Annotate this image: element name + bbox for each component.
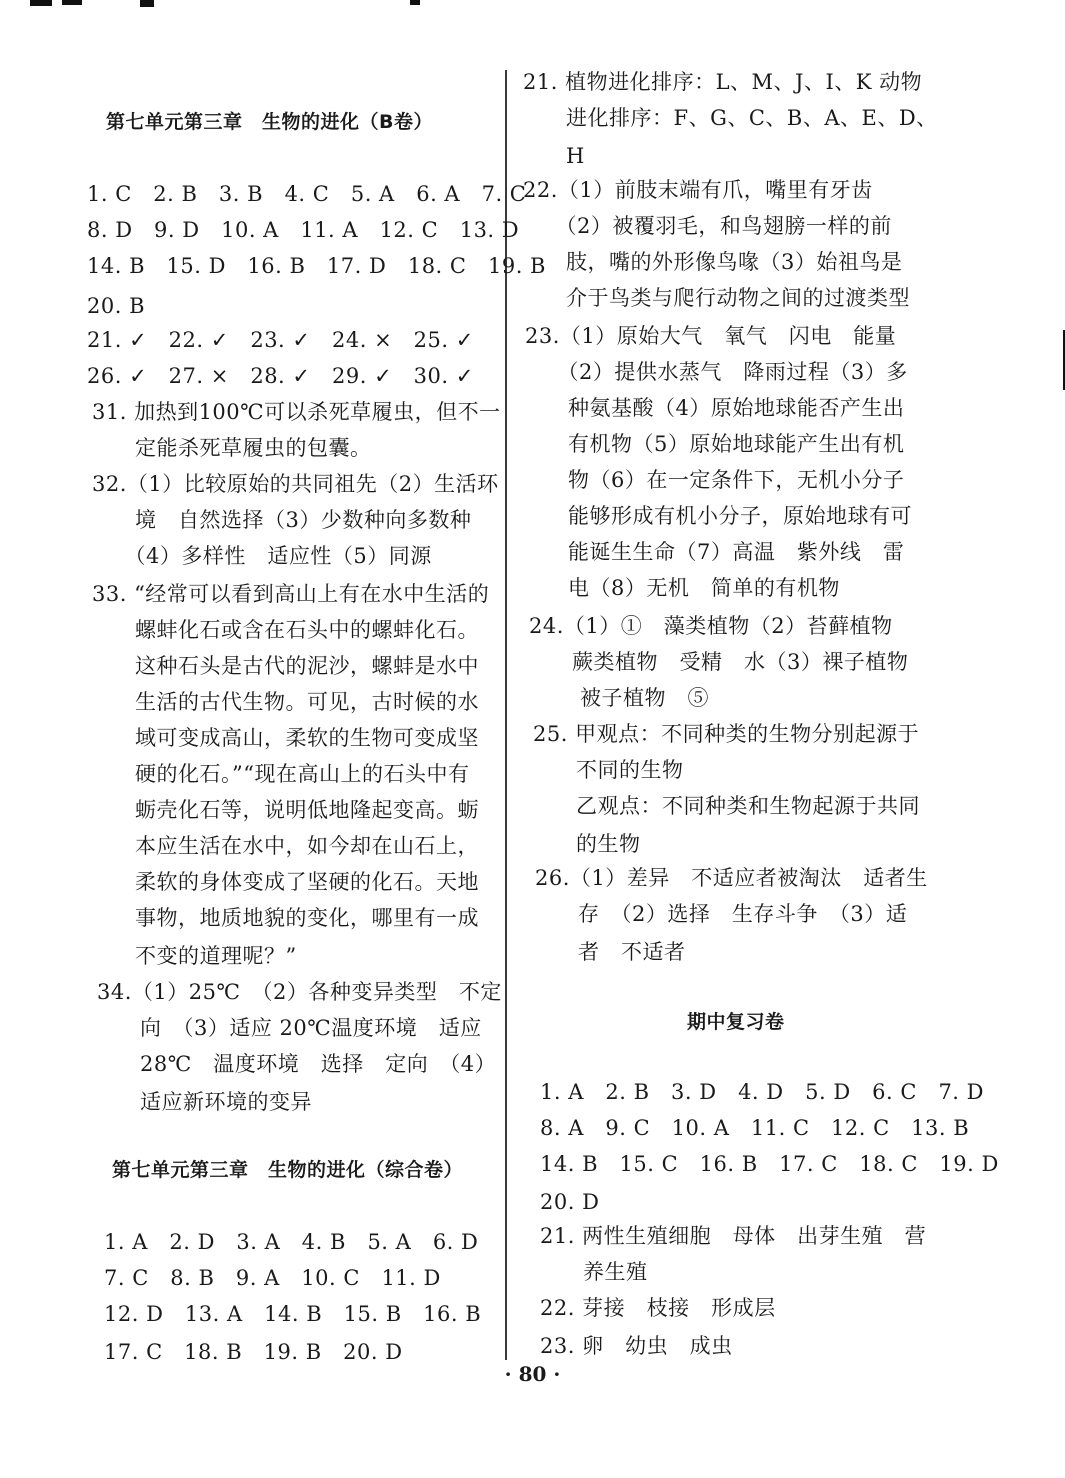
answer-line: 适应新环境的变异	[97, 1090, 312, 1114]
answer-line: 螺蚌化石或含在石头中的螺蚌化石。	[92, 618, 479, 642]
answer-line: 电（8）无机 简单的有机物	[525, 576, 840, 600]
answer-line: 柔软的身体变成了坚硬的化石。天地	[92, 870, 479, 894]
answer-line: 向 （3）适应 20℃温度环境 适应	[97, 1016, 482, 1040]
answer-line: 34.（1）25℃ （2）各种变异类型 不定	[97, 980, 502, 1004]
page-number: · 80 ·	[504, 1362, 561, 1386]
section-title: 第七单元第三章 生物的进化（综合卷）	[112, 1159, 464, 1181]
answer-line: 8. A 9. C 10. A 11. C 12. C 13. B	[540, 1116, 970, 1140]
answer-line: 者 不适者	[535, 940, 686, 964]
answer-line: 被子植物 ⑤	[537, 686, 709, 710]
answer-line: 21. 两性生殖细胞 母体 出芽生殖 营	[540, 1224, 927, 1248]
answer-line: 7. C 8. B 9. A 10. C 11. D	[104, 1266, 441, 1290]
answer-line: 33. “经常可以看到高山上有在水中生活的	[92, 582, 490, 606]
section-title: 第七单元第三章 生物的进化（B卷）	[106, 111, 433, 133]
scan-mark	[62, 0, 82, 5]
answer-line: 的生物	[533, 832, 641, 856]
answer-line: 物（6）在一定条件下，无机小分子	[525, 468, 905, 492]
answer-line: 17. C 18. B 19. B 20. D	[104, 1340, 403, 1364]
answer-line: 这种石头是古代的泥沙，螺蚌是水中	[92, 654, 479, 678]
answer-line: 22. 芽接 枝接 形成层	[540, 1296, 776, 1320]
answer-line: 20. D	[540, 1190, 600, 1214]
answer-line: 乙观点：不同种类和生物起源于共同	[533, 794, 920, 818]
answer-line: 蛎壳化石等，说明低地隆起变高。蛎	[92, 798, 479, 822]
answer-line: 14. B 15. D 16. B 17. D 18. C 19. B	[87, 254, 546, 278]
answer-line: 蕨类植物 受精 水（3）裸子植物	[529, 650, 909, 674]
answer-line: 肢，嘴的外形像鸟喙（3）始祖鸟是	[523, 250, 903, 274]
answer-line: 境 自然选择（3）少数种向多数种	[92, 508, 472, 532]
answer-line: 不变的道理呢？”	[92, 944, 297, 968]
answer-line: 养生殖	[540, 1260, 648, 1284]
scan-mark	[140, 0, 154, 7]
answer-line: 22.（1）前肢末端有爪，嘴里有牙齿	[523, 178, 873, 202]
scan-mark	[410, 0, 420, 5]
answer-line: 进化排序：F、G、C、B、A、E、D、	[523, 106, 938, 130]
answer-line: 存 （2）选择 生存斗争 （3）适	[535, 902, 908, 926]
answer-line: H	[523, 144, 585, 168]
answer-line: （4）多样性 适应性（5）同源	[92, 544, 432, 568]
answer-line: 有机物（5）原始地球能产生出有机	[525, 432, 905, 456]
answer-line: 种氨基酸（4）原始地球能否产生出	[525, 396, 905, 420]
answer-line: 31. 加热到100℃可以杀死草履虫，但不一	[92, 400, 501, 424]
answer-line: 1. A 2. B 3. D 4. D 5. D 6. C 7. D	[540, 1080, 984, 1104]
answer-line: （2）提供水蒸气 降雨过程（3）多	[525, 360, 908, 384]
answer-line: 1. A 2. D 3. A 4. B 5. A 6. D	[104, 1230, 479, 1254]
answer-line: 28℃ 温度环境 选择 定向 （4）	[97, 1052, 497, 1076]
answer-line: 定能杀死草履虫的包囊。	[92, 436, 372, 460]
answer-line: 不同的生物	[533, 758, 684, 782]
answer-line: 14. B 15. C 16. B 17. C 18. C 19. D	[540, 1152, 999, 1176]
answer-line: 域可变成高山，柔软的生物可变成坚	[92, 726, 479, 750]
answer-line: 事物，地质地貌的变化，哪里有一成	[92, 906, 479, 930]
answer-line: （2）被覆羽毛，和鸟翅膀一样的前	[523, 214, 892, 238]
answer-line: 能诞生生命（7）高温 紫外线 雷	[525, 540, 905, 564]
answer-line: 8. D 9. D 10. A 11. A 12. C 13. D	[87, 218, 520, 242]
answer-line: 本应生活在水中，如今却在山石上，	[92, 834, 479, 858]
answer-line: 生活的古代生物。可见，古时候的水	[92, 690, 479, 714]
answer-line: 23.（1）原始大气 氧气 闪电 能量	[525, 324, 897, 348]
answer-line: 21. ✓ 22. ✓ 23. ✓ 24. × 25. ✓	[87, 328, 474, 352]
answer-line: 介于鸟类与爬行动物之间的过渡类型	[523, 286, 910, 310]
answer-line: 32.（1）比较原始的共同祖先（2）生活环	[92, 472, 499, 496]
answer-line: 21. 植物进化排序：L、M、J、I、K 动物	[523, 70, 923, 94]
answer-line: 26. ✓ 27. × 28. ✓ 29. ✓ 30. ✓	[87, 364, 474, 388]
answer-line: 12. D 13. A 14. B 15. B 16. B	[104, 1302, 482, 1326]
answer-line: 25. 甲观点：不同种类的生物分别起源于	[533, 722, 920, 746]
answer-line: 20. B	[87, 294, 146, 318]
answer-line: 26.（1）差异 不适应者被淘汰 适者生	[535, 866, 928, 890]
section-title: 期中复习卷	[687, 1011, 785, 1033]
answer-line: 24.（1）① 藻类植物（2）苔藓植物	[529, 614, 893, 638]
answer-line: 硬的化石。”“现在高山上的石头中有	[92, 762, 470, 786]
answer-line: 1. C 2. B 3. B 4. C 5. A 6. A 7. C	[87, 182, 527, 206]
answer-line: 能够形成有机小分子，原始地球有可	[525, 504, 912, 528]
answer-line: 23. 卵 幼虫 成虫	[540, 1334, 733, 1358]
scan-mark	[30, 0, 52, 6]
